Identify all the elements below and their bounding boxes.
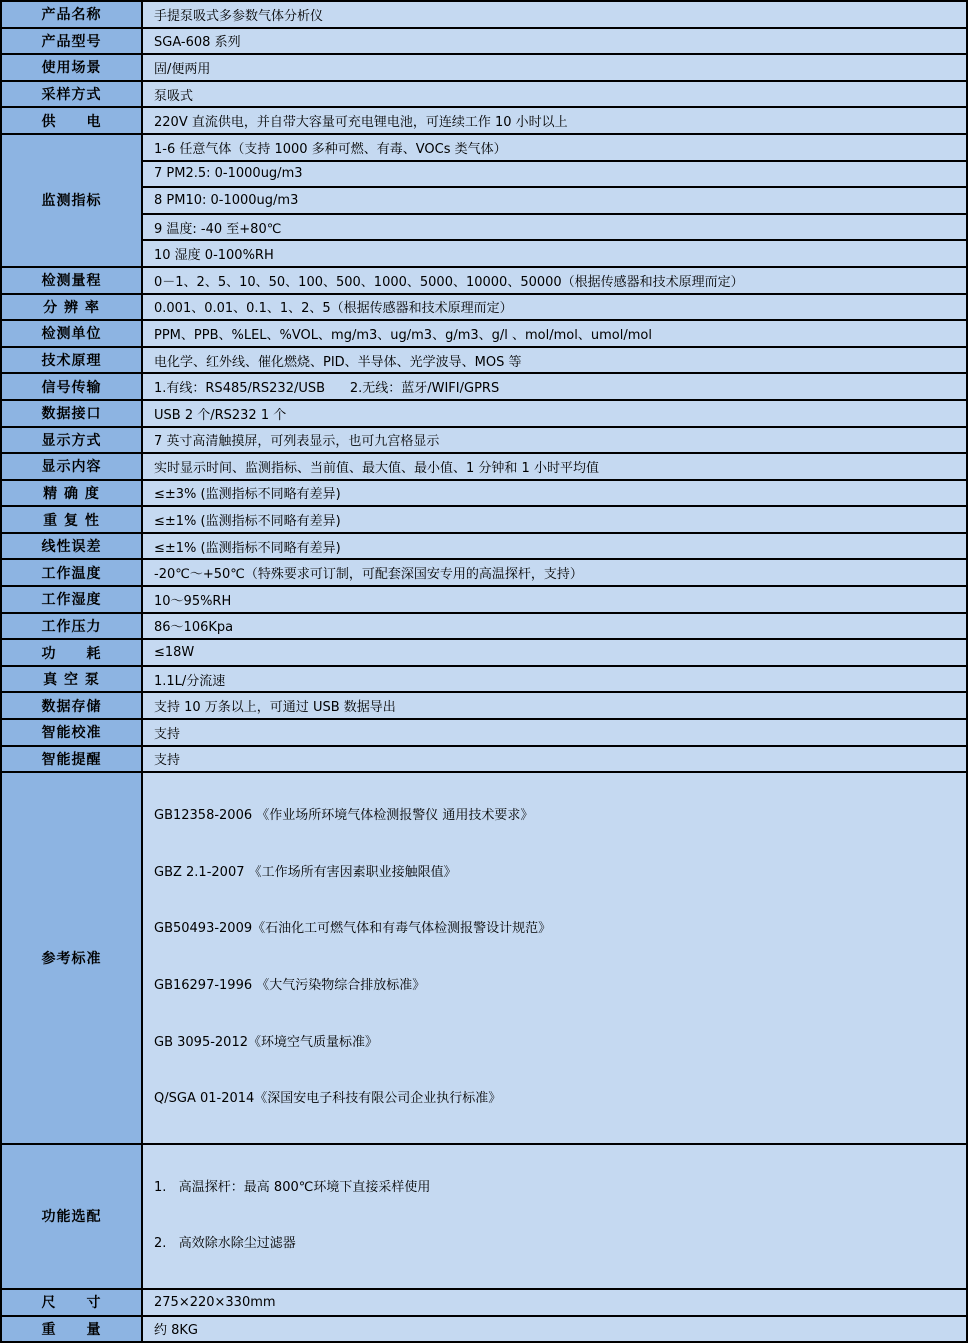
spec-row-reference-standards [1, 772, 967, 1144]
row-value: ≤±3% (监测指标不同略有差异) [142, 480, 967, 507]
row-label: 产品名称 [1, 1, 142, 28]
row-value: 275×220×330mm [142, 1289, 967, 1316]
row-label: 产品型号 [1, 28, 142, 55]
row-label: 显示内容 [1, 453, 142, 480]
spec-row-weight [1, 1316, 967, 1343]
row-label: 使用场景 [1, 54, 142, 81]
row-value: -20℃～+50℃（特殊要求可订制，可配套深国安专用的高温探杆，支持） [142, 559, 967, 586]
row-label: 供 电 [1, 107, 142, 134]
spec-row-resolution [1, 294, 967, 321]
row-value: 1-6 任意气体（支持 1000 多种可燃、有毒、VOCs 类气体） [142, 134, 967, 161]
row-label: 显示方式 [1, 427, 142, 454]
spec-row-vacuum-pump [1, 666, 967, 693]
spec-row-repeatability [1, 506, 967, 533]
spec-row-model [1, 28, 967, 55]
spec-row-monitor-indicators [1, 240, 967, 267]
row-value: 泵吸式 [142, 81, 967, 108]
row-value: ≤18W [142, 639, 967, 666]
row-label: 监测指标 [1, 134, 142, 267]
spec-row-work-humidity [1, 586, 967, 613]
row-label: 采样方式 [1, 81, 142, 108]
row-label: 工作温度 [1, 559, 142, 586]
spec-row-accuracy [1, 480, 967, 507]
row-label: 智能提醒 [1, 746, 142, 773]
row-label: 智能校准 [1, 719, 142, 746]
row-label: 参考标准 [1, 772, 142, 1144]
row-label: 尺 寸 [1, 1289, 142, 1316]
row-value: SGA-608 系列 [142, 28, 967, 55]
row-value: 10～95%RH [142, 586, 967, 613]
spec-row-range [1, 267, 967, 294]
spec-row-signal [1, 373, 967, 400]
row-value: 0－1、2、5、10、50、100、500、1000、5000、10000、50000（根据传感器和技术原理而定） [142, 267, 967, 294]
row-value: 支持 [142, 746, 967, 773]
row-label: 信号传输 [1, 373, 142, 400]
row-value: 220V 直流供电，并自带大容量可充电锂电池，可连续工作 10 小时以上 [142, 107, 967, 134]
row-value: 固/便两用 [142, 54, 967, 81]
row-label: 重 复 性 [1, 506, 142, 533]
spec-row-monitor-indicators [1, 134, 967, 161]
spec-row-display-mode [1, 427, 967, 454]
spec-row-sampling [1, 81, 967, 108]
row-value [142, 772, 967, 1144]
standard-line: GB16297-1996 《大气污染物综合排放标准》 [154, 978, 426, 993]
row-label: 数据接口 [1, 400, 142, 427]
spec-row-units [1, 320, 967, 347]
spec-row-display-content [1, 453, 967, 480]
spec-row-product-name [1, 1, 967, 28]
spec-row-dimensions [1, 1289, 967, 1316]
spec-row-monitor-indicators [1, 187, 967, 214]
row-label: 精 确 度 [1, 480, 142, 507]
standard-line: GB 3095-2012《环境空气质量标准》 [154, 1034, 378, 1050]
spec-row-smart-calibration [1, 719, 967, 746]
row-label: 工作湿度 [1, 586, 142, 613]
spec-row-data-interface [1, 400, 967, 427]
row-value: 手提泵吸式多参数气体分析仪 [142, 1, 967, 28]
option-line: 2. 高效除水除尘过滤器 [154, 1236, 296, 1252]
row-label: 检测单位 [1, 320, 142, 347]
row-value: USB 2 个/RS232 1 个 [142, 400, 967, 427]
standard-line: GBZ 2.1-2007 《工作场所有害因素职业接触限值》 [154, 864, 457, 880]
row-value: 支持 [142, 719, 967, 746]
row-value: 支持 10 万条以上，可通过 USB 数据导出 [142, 692, 967, 719]
spec-row-smart-reminder [1, 746, 967, 773]
row-value [142, 1144, 967, 1289]
row-value: 8 PM10: 0-1000ug/m3 [142, 187, 967, 214]
row-value: ≤±1% (监测指标不同略有差异) [142, 533, 967, 560]
standard-line: GB12358-2006 《作业场所环境气体检测报警仪 通用技术要求》 [154, 808, 534, 824]
option-line: 1. 高温探杆：最高 800℃环境下直接采样使用 [154, 1179, 431, 1195]
row-label: 线性误差 [1, 533, 142, 560]
row-value: 实时显示时间、监测指标、当前值、最大值、最小值、1 分钟和 1 小时平均值 [142, 453, 967, 480]
row-value: 0.001、0.01、0.1、1、2、5（根据传感器和技术原理而定） [142, 294, 967, 321]
row-label: 功能选配 [1, 1144, 142, 1289]
row-label: 工作压力 [1, 613, 142, 640]
row-value: 7 英寸高清触摸屏，可列表显示，也可九宫格显示 [142, 427, 967, 454]
row-value: ≤±1% (监测指标不同略有差异) [142, 506, 967, 533]
standard-line: Q/SGA 01-2014《深国安电子科技有限公司企业执行标准》 [154, 1091, 502, 1107]
spec-row-work-temp [1, 559, 967, 586]
spec-row-principle [1, 347, 967, 374]
row-label: 功 耗 [1, 639, 142, 666]
row-value: 7 PM2.5: 0-1000ug/m3 [142, 161, 967, 188]
row-label: 技术原理 [1, 347, 142, 374]
row-value: 9 温度: -40 至+80℃ [142, 214, 967, 241]
spec-row-monitor-indicators [1, 161, 967, 188]
spec-row-optional-features [1, 1144, 967, 1289]
row-value: 10 湿度 0-100%RH [142, 240, 967, 267]
spec-row-work-pressure [1, 613, 967, 640]
spec-row-power [1, 107, 967, 134]
spec-row-data-storage [1, 692, 967, 719]
row-value: 1.有线：RS485/RS232/USB 2.无线：蓝牙/WIFI/GPRS [142, 373, 967, 400]
row-value: 86～106Kpa [142, 613, 967, 640]
row-label: 分 辨 率 [1, 294, 142, 321]
row-value: 1.1L/分流速 [142, 666, 967, 693]
row-value: PPM、PPB、%LEL、%VOL、mg/m3、ug/m3、g/m3、g/l 、mol/mol、umol/mol [142, 320, 967, 347]
spec-row-monitor-indicators [1, 214, 967, 241]
spec-row-linearity [1, 533, 967, 560]
row-label: 检测量程 [1, 267, 142, 294]
spec-row-usage-scene [1, 54, 967, 81]
spec-row-power-consumption [1, 639, 967, 666]
standard-line: GB50493-2009《石油化工可燃气体和有毒气体检测报警设计规范》 [154, 921, 552, 937]
row-value: 约 8KG [142, 1316, 967, 1343]
row-value: 电化学、红外线、催化燃烧、PID、半导体、光学波导、MOS 等 [142, 347, 967, 374]
row-label: 真 空 泵 [1, 666, 142, 693]
row-label: 数据存储 [1, 692, 142, 719]
row-label: 重 量 [1, 1316, 142, 1343]
